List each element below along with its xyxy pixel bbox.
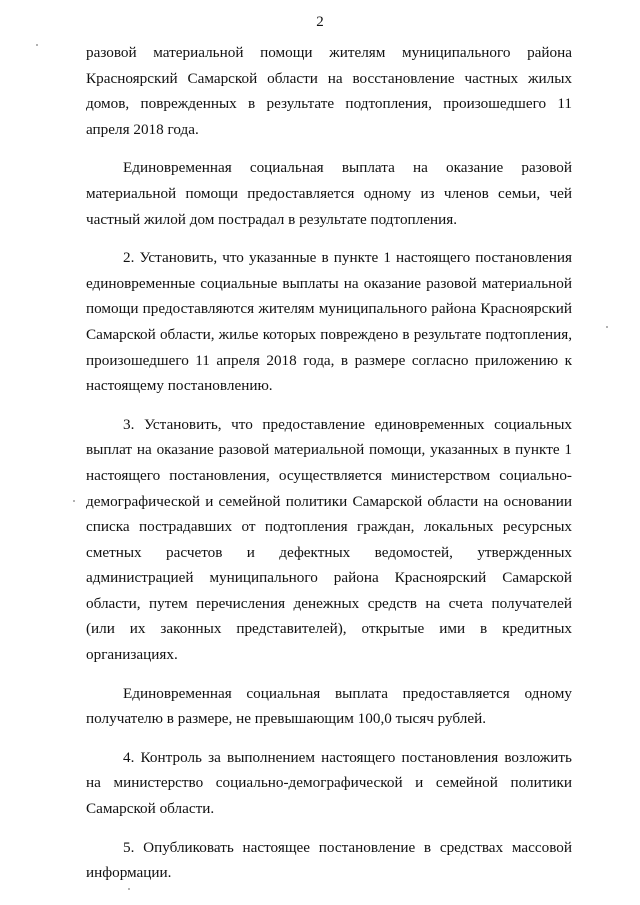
scan-speck xyxy=(128,888,130,890)
page-number: 2 xyxy=(316,14,324,30)
document-body xyxy=(86,40,572,899)
paragraph-item-3: 3. Установить, что предоставление единовременных социальных выплат на оказание разовой материальной помощи, указанных в пункте 1 настоящего постановления, осуществляется министерством социально-демографической и семейной политики Самарской области на основании списка пострадавших от подтопления граждан, локальных ресурсных сметных расчетов и дефектных ведомостей, утвержденных администрацией муниципального района Красноярский Самарской области, путем перечисления денежных средств на счета получателей (или их законных представителей), открытые ими в кредитных организациях. xyxy=(86,415,572,664)
paragraph-payment-limit: Единовременная социальная выплата предоставляется одному получателю в размере, не превышающим 100,0 тысяч рублей. xyxy=(86,684,572,728)
scan-speck xyxy=(606,326,608,328)
scan-speck xyxy=(73,500,75,502)
paragraph-continuation: разовой материальной помощи жителям муниципального района Красноярский Самарской области на восстановление частных жилых домов, поврежденных в результате подтопления, произошедшего 11 апреля 2018 года. xyxy=(86,44,572,138)
paragraph-item-2: 2. Установить, что указанные в пункте 1 настоящего постановления единовременные социальные выплаты на оказание разовой материальной помощи предоставляются жителям муниципального района Красноярский Самарской области, жилье которых повреждено в результате подтопления, произошедшего 11 апреля 2018 года, в размере согласно приложению к настоящему постановлению. xyxy=(86,249,572,395)
paragraph-item-4: 4. Контроль за выполнением настоящего постановления возложить на министерство социально-демографической и семейной политики Самарской области. xyxy=(86,748,572,818)
paragraph-payment-recipient: Единовременная социальная выплата на оказание разовой материальной помощи предоставляется одному из членов семьи, чей частный жилой дом пострадал в результате подтопления. xyxy=(86,159,572,228)
paragraph-item-5: 5. Опубликовать настоящее постановление в средствах массовой информации. xyxy=(86,838,572,882)
scan-speck xyxy=(36,44,38,46)
